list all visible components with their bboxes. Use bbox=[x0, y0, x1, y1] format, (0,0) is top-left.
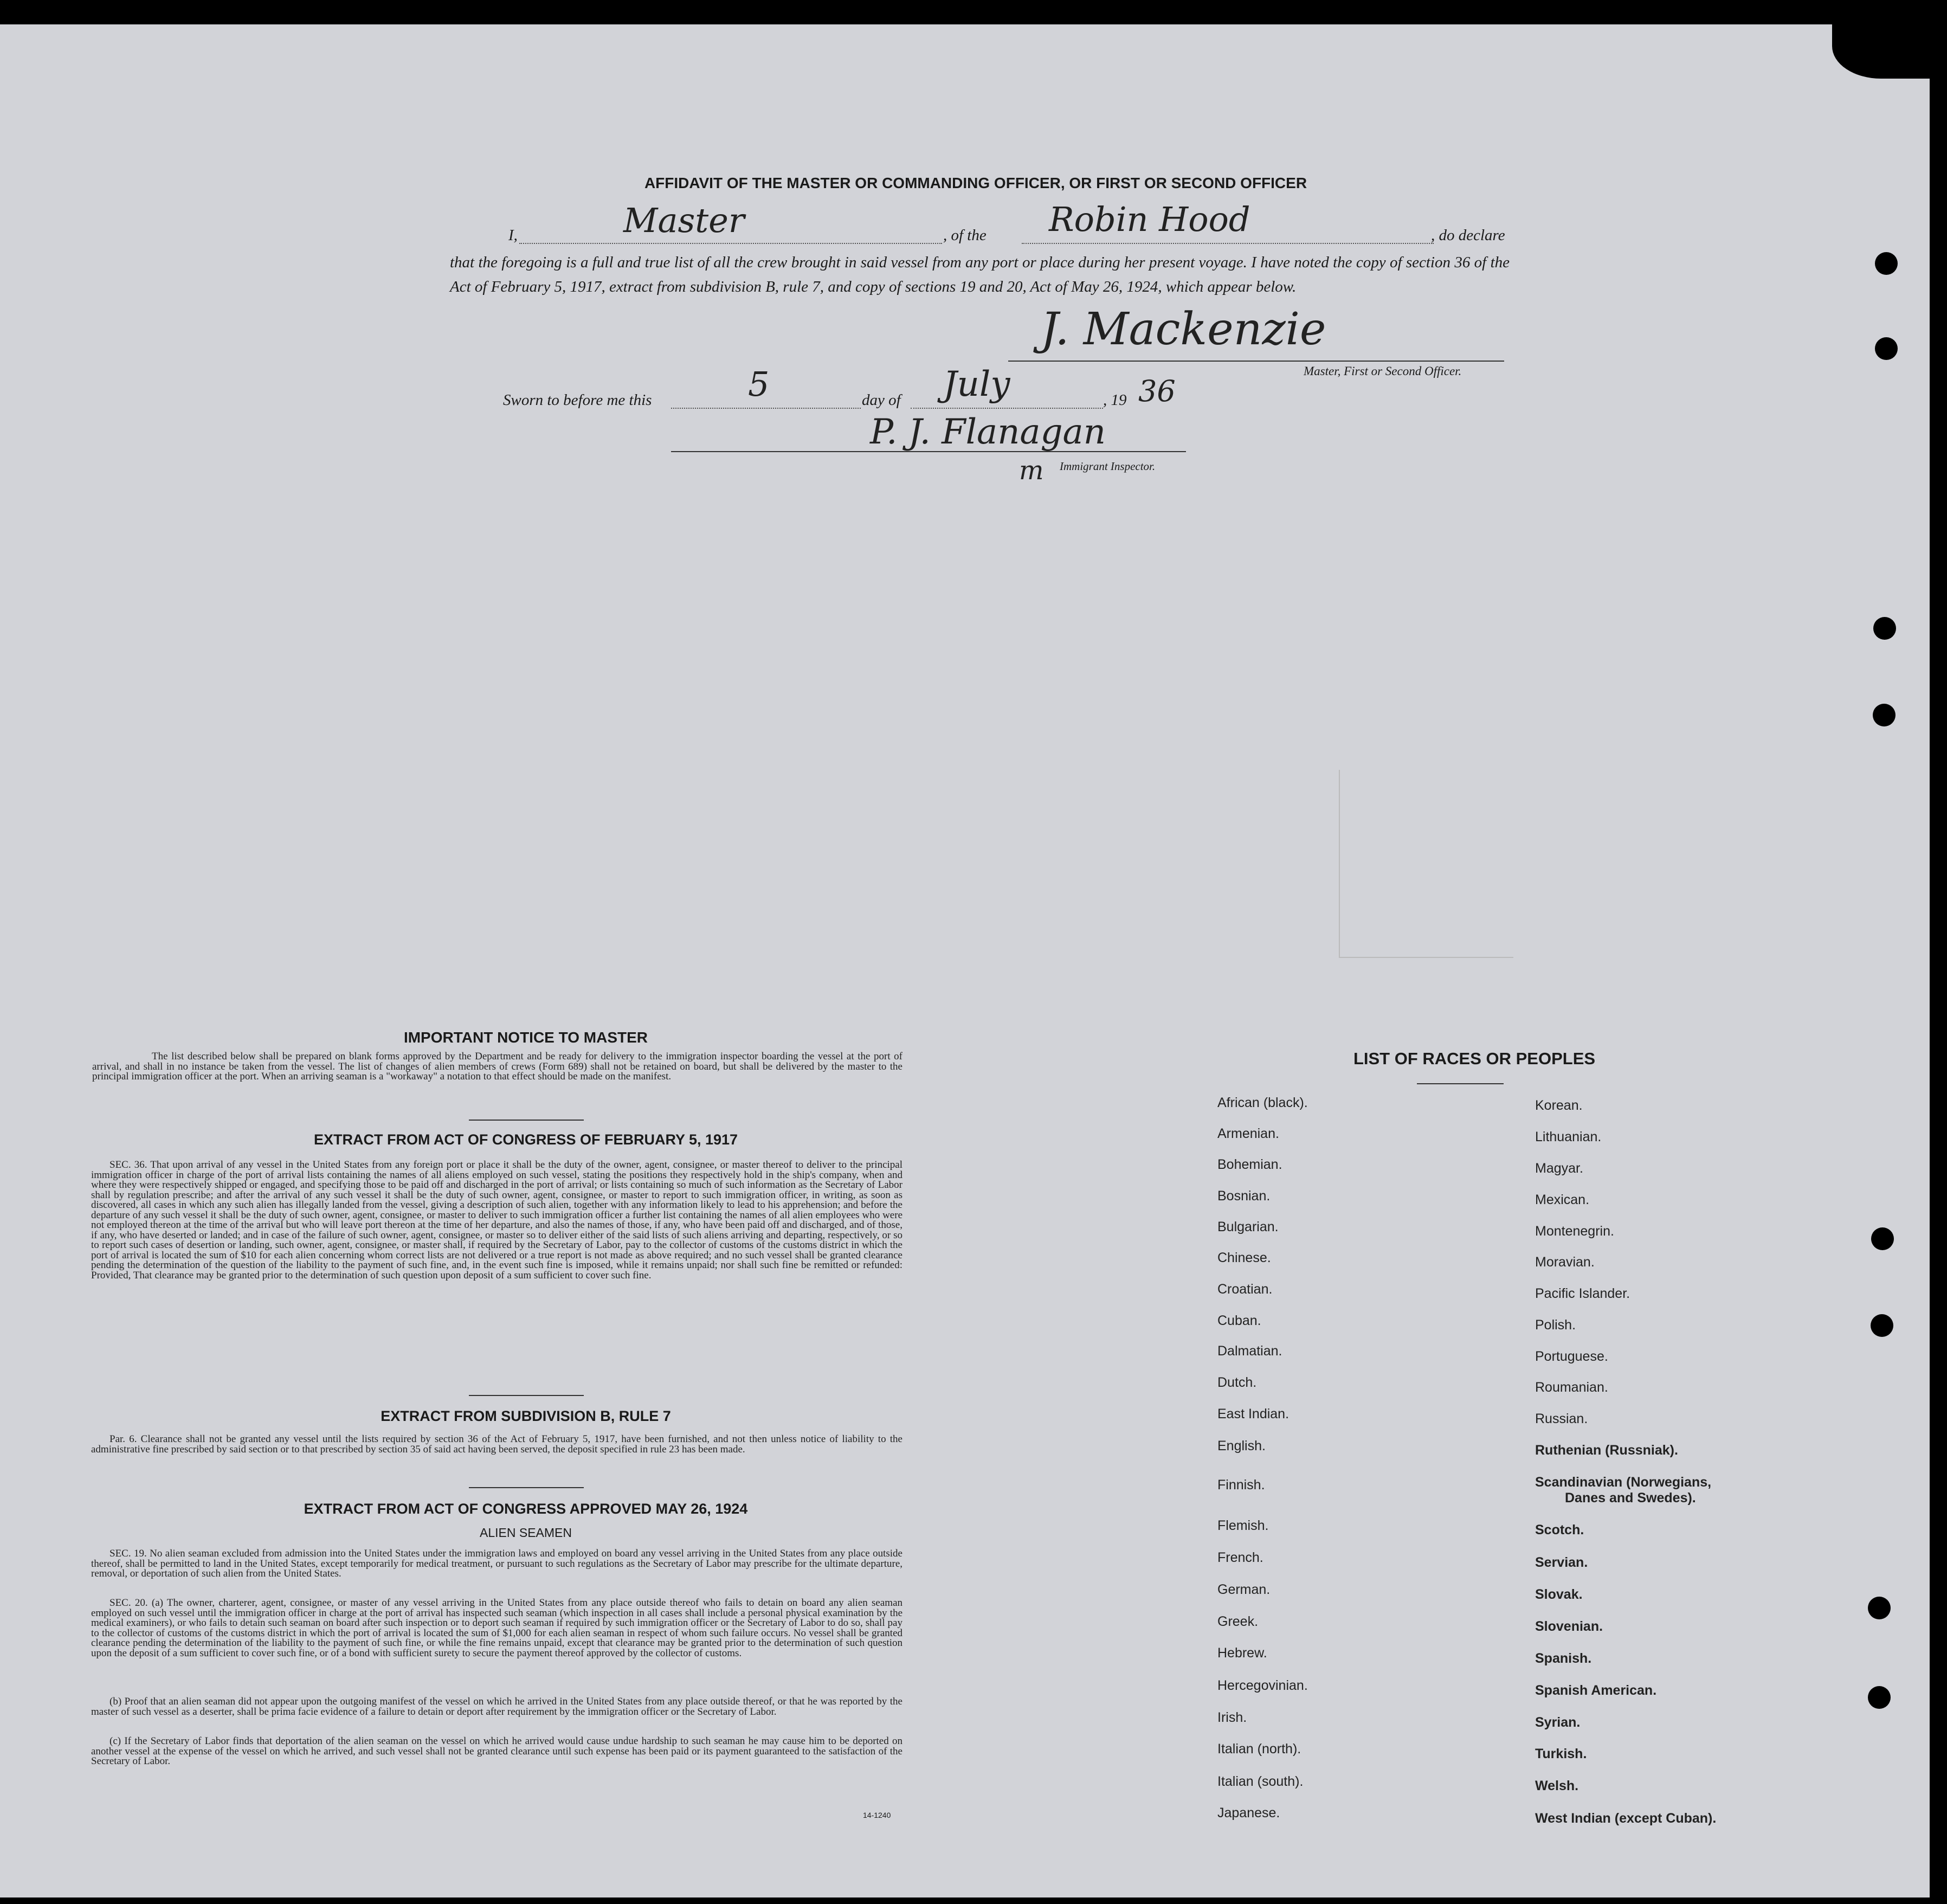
race-right-item: Spanish. bbox=[1535, 1651, 1592, 1666]
race-left-item: Armenian. bbox=[1217, 1126, 1279, 1141]
faint-stamp-area bbox=[1339, 770, 1513, 958]
race-right-item: Turkish. bbox=[1535, 1746, 1587, 1761]
vessel-handwritten: Robin Hood bbox=[1049, 200, 1250, 239]
race-right-item: West Indian (except Cuban). bbox=[1535, 1811, 1717, 1826]
race-right-item: Pacific Islander. bbox=[1535, 1286, 1630, 1301]
race-right-item: Montenegrin. bbox=[1535, 1224, 1614, 1239]
month-handwritten: July bbox=[943, 364, 1010, 404]
rule7-title: EXTRACT FROM SUBDIVISION B, RULE 7 bbox=[381, 1408, 671, 1424]
race-left-item: Dalmatian. bbox=[1217, 1343, 1282, 1359]
race-right-item: Slovak. bbox=[1535, 1587, 1583, 1602]
race-left-item: Bosnian. bbox=[1217, 1188, 1271, 1204]
signature-caption: Master, First or Second Officer. bbox=[1304, 364, 1462, 378]
race-left-item: Croatian. bbox=[1217, 1282, 1273, 1297]
year-handwritten: 36 bbox=[1138, 374, 1176, 408]
form-number: 14-1240 bbox=[863, 1811, 891, 1819]
race-left-item: Flemish. bbox=[1217, 1518, 1269, 1533]
notice-title: IMPORTANT NOTICE TO MASTER bbox=[403, 1029, 648, 1046]
race-left-item: East Indian. bbox=[1217, 1406, 1290, 1421]
race-right-item: Ruthenian (Russniak). bbox=[1535, 1443, 1678, 1458]
day-of-label: day of bbox=[862, 391, 901, 409]
extract-1917-divider bbox=[469, 1395, 584, 1396]
race-right-item: Magyar. bbox=[1535, 1161, 1583, 1176]
extract-1924-sec20c: (c) If the Secretary of Labor finds that deportation of the alien seaman on the vessel on which he arrived would cause undue hardship to such seaman he may cause him to be deported on another vessel at the expense of the vessel on which he arrived, and such vessel shall not be granted clearance until such expense has been paid or its payment guaranteed to the satisfaction of the Secretary of Labor. bbox=[91, 1735, 902, 1767]
of-the-label: , of the bbox=[943, 227, 987, 244]
sworn-label: Sworn to before me this bbox=[503, 391, 652, 409]
master-signature: J. Mackenzie bbox=[1041, 304, 1326, 355]
punch-hole-2 bbox=[1875, 337, 1898, 360]
day-line bbox=[671, 408, 861, 409]
punch-hole-5 bbox=[1871, 1227, 1894, 1250]
day-handwritten: 5 bbox=[748, 364, 770, 404]
race-left-item: Finnish. bbox=[1217, 1477, 1265, 1493]
race-right-item: Polish. bbox=[1535, 1317, 1576, 1333]
race-right-item: Syrian. bbox=[1535, 1715, 1581, 1730]
race-right-item: Danes and Swedes). bbox=[1565, 1490, 1696, 1506]
inspector-caption: Immigrant Inspector. bbox=[1060, 460, 1156, 473]
extract-1924-sec20a: SEC. 20. (a) The owner, charterer, agent, consignee, or master of any vessel arriving in the United States from any place outside thereof who fails to detain on board any alien seaman employed on such vessel until the immigration officer in charge at the port of arrival has inspected such seaman (which inspection in all cases shall include a personal physical examination by the medical examiners), or who fails to detain such seaman on board after such inspection or to deport such seaman if required by such immigration officer or the Secretary of Labor to do so, shall pay to the collector of customs of the customs district in which the port of arrival is located the sum of $1,000 for each alien seaman in respect of whom such failure occurs. No vessel shall be granted clearance pending the determination of the liability to the payment of such fine, or while the fine remains unpaid, except that clearance may be granted prior to the determination of such question upon the deposit of a sum sufficient to cover such fine, or of a bond with sufficient surety to secure the payment thereof approved by the collector of customs. bbox=[91, 1597, 902, 1659]
race-right-item: Spanish American. bbox=[1535, 1683, 1657, 1698]
race-right-item: Mexican. bbox=[1535, 1192, 1590, 1207]
punch-hole-6 bbox=[1871, 1314, 1893, 1337]
inspector-initials: m bbox=[1019, 455, 1044, 486]
race-right-item: Slovenian. bbox=[1535, 1619, 1603, 1634]
race-left-item: German. bbox=[1217, 1582, 1271, 1597]
extract-1917-title: EXTRACT FROM ACT OF CONGRESS OF FEBRUARY 5, 1917 bbox=[313, 1131, 738, 1148]
affidavit-body: that the foregoing is a full and true list of all the crew brought in said vessel from any port or place during her present voyage. I have noted the copy of section 36 of the Act of February 5, 1917, extract from subdivision B, rule 7, and copy of sections 19 and 20, Act of May 26, 1924, which appear below. bbox=[450, 254, 1510, 295]
notice-divider bbox=[469, 1120, 584, 1121]
extract-1924-sec19: SEC. 19. No alien seaman excluded from admission into the United States under the immigration laws and employed on board any vessel arriving in the United States from any place outside thereof, shall be permitted to land in the United States, except temporarily for medical treatment, or pursuant to such regulations as the Secretary of Labor may prescribe for the ultimate departure, removal, or deportation of such alien from the United States. bbox=[91, 1548, 902, 1579]
races-title: LIST OF RACES OR PEOPLES bbox=[1353, 1049, 1596, 1068]
race-left-item: Cuban. bbox=[1217, 1313, 1261, 1328]
affidavit-i-label: I, bbox=[508, 227, 518, 244]
signature-line bbox=[1008, 361, 1504, 362]
extract-1924-subtitle: ALIEN SEAMEN bbox=[480, 1526, 572, 1540]
race-right-item: Korean. bbox=[1535, 1098, 1583, 1113]
race-left-item: Hercegovinian. bbox=[1217, 1678, 1308, 1693]
race-right-item: Scandinavian (Norwegians, bbox=[1535, 1475, 1712, 1490]
year-prefix: , 19 bbox=[1103, 391, 1127, 409]
race-right-item: Lithuanian. bbox=[1535, 1129, 1602, 1144]
race-left-item: African (black). bbox=[1217, 1095, 1308, 1110]
race-left-item: Bulgarian. bbox=[1217, 1219, 1279, 1234]
extract-1924-sec20b: (b) Proof that an alien seaman did not appear upon the outgoing manifest of the vessel on which he arrived in the United States from any place outside thereof, or that he was reported by the master of such vessel as a deserter, shall be prima facie evidence of a failure to detain or deport after requirement by the immigration officer or the Secretary of Labor. bbox=[91, 1696, 902, 1718]
race-left-item: Irish. bbox=[1217, 1710, 1247, 1725]
race-left-item: Greek. bbox=[1217, 1614, 1259, 1629]
race-left-item: English. bbox=[1217, 1438, 1266, 1453]
race-left-item: Italian (north). bbox=[1217, 1741, 1301, 1757]
race-left-item: Hebrew. bbox=[1217, 1645, 1267, 1661]
officer-handwritten: Master bbox=[623, 201, 745, 240]
races-divider bbox=[1417, 1083, 1504, 1084]
race-right-item: Roumanian. bbox=[1535, 1380, 1608, 1395]
punch-hole-1 bbox=[1875, 252, 1898, 275]
race-right-item: Welsh. bbox=[1535, 1778, 1579, 1793]
race-right-item: Portuguese. bbox=[1535, 1349, 1608, 1364]
race-left-item: Bohemian. bbox=[1217, 1157, 1282, 1172]
race-left-item: Japanese. bbox=[1217, 1805, 1280, 1821]
race-right-item: Moravian. bbox=[1535, 1255, 1595, 1270]
inspector-signature: P. J. Flanagan bbox=[870, 412, 1106, 452]
race-left-item: Dutch. bbox=[1217, 1375, 1257, 1390]
race-left-item: Chinese. bbox=[1217, 1250, 1271, 1265]
rule7-text: Par. 6. Clearance shall not be granted any vessel until the lists required by section 36 of the Act of February 5, 1917, have been furnished, and not then unless notice of liability to the administrative fine prescribed by said section or to that prescribed by section 35 of said act having been served, the deposit specified in rule 23 has been made. bbox=[91, 1433, 902, 1455]
extract-1917-text: SEC. 36. That upon arrival of any vessel in the United States from any foreign port or place it shall be the duty of the owner, agent, consignee, or master thereof to deliver to the principal immigration officer in charge of the port of arrival lists containing the names of all aliens employed on such vessel, stating the positions they respectively hold in the ship's company, when and where they were respectively shipped or engaged, and specifying those to be paid off and discharged in the port of arrival; or lists containing so much of such information as the Secretary of Labor shall by regulation prescribe; and after the arrival of any such vessel it shall be the duty of such owner, agent, consignee, or master to report to such immigration officer, in writing, as soon as discovered, all cases in which any such alien has illegally landed from the vessel, giving a description of such alien, together with any information likely to lead to his apprehension; and before the departure of any such vessel it shall be the duty of such owner, agent, consignee, or master to deliver to such immigration officer a further list containing the names of all alien employees who were not employed thereon at the time of the arrival but who will leave port thereon at the time of her departure, and also the names of those, if any, who have been paid off and discharged, and of those, if any, who have deserted or landed; and in case of the failure of such owner, agent, consignee, or master so to deliver either of the said lists of such aliens arriving and departing, respectively, or so to report such cases of desertion or landing, such owner, agent, consignee, or master shall, if required by the Secretary of Labor, pay to the collector of customs of the customs district in which the port of arrival is located the sum of $10 for each alien concerning whom correct lists are not delivered or a true report is not made as above required; and no such vessel shall be granted clearance pending the determination of the question of the liability to the payment of such fine, and, in the event such fine is imposed, while it remains unpaid; nor shall such fine be remitted or refunded: Provided, That clearance may be granted prior to the determination of such question upon deposit of a sum sufficient to cover such fine. bbox=[91, 1159, 902, 1281]
punch-hole-3 bbox=[1873, 617, 1896, 640]
do-declare-label: , do declare bbox=[1431, 227, 1505, 244]
officer-line bbox=[519, 243, 942, 244]
extract-1924-title: EXTRACT FROM ACT OF CONGRESS APPROVED MAY 26, 1924 bbox=[304, 1501, 748, 1517]
punch-hole-4 bbox=[1873, 704, 1896, 726]
vessel-line bbox=[1022, 243, 1434, 244]
rule7-divider bbox=[469, 1487, 584, 1488]
race-left-item: French. bbox=[1217, 1550, 1263, 1565]
notice-text: The list described below shall be prepared on blank forms approved by the Department and be ready for delivery to the immigration inspector boarding the vessel at the port of arrival, and shall in no instance be taken from the vessel. The list of changes of alien members of crews (Form 689) shall not be retained on board, but shall be delivered by the master to the principal immigration officer at the port. When an arriving seaman is a "workaway" a notation to that effect should be made on the manifest. bbox=[92, 1051, 902, 1082]
race-right-item: Servian. bbox=[1535, 1555, 1588, 1570]
race-right-item: Russian. bbox=[1535, 1411, 1588, 1426]
punch-hole-8 bbox=[1868, 1686, 1891, 1709]
affidavit-title: AFFIDAVIT OF THE MASTER OR COMMANDING OFFICER, OR FIRST OR SECOND OFFICER bbox=[644, 175, 1307, 191]
race-left-item: Italian (south). bbox=[1217, 1774, 1304, 1789]
month-line bbox=[911, 408, 1103, 409]
punch-hole-7 bbox=[1868, 1597, 1891, 1619]
race-right-item: Scotch. bbox=[1535, 1522, 1584, 1538]
